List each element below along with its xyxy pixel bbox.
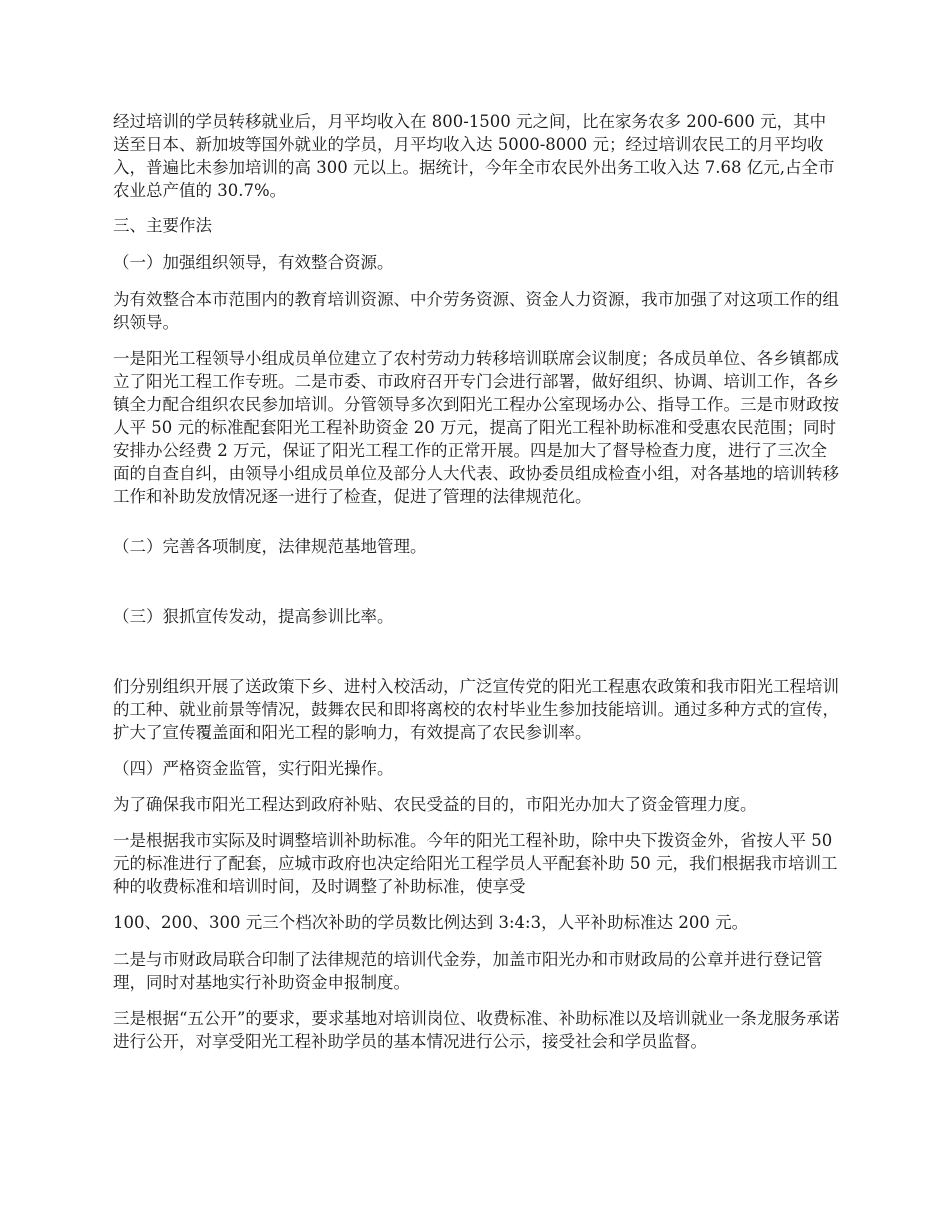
subheading-publicity: （三）狠抓宣传发动，提高参训比率。 (113, 607, 394, 626)
paragraph-vouchers: 二是与市财政局联合印制了法律规范的培训代金券，加盖市阳光办和市财政局的公章并进行登记管理，同时对基地实行补助资金申报制度。 (113, 950, 823, 992)
paragraph-subsidy-ratio: 100、200、300 元三个档次补助的学员数比例达到 3:4:3，人平补助标准达 200 元。 (113, 913, 749, 932)
subheading-fund-supervision: （四）严格资金监管，实行阳光操作。 (113, 759, 394, 778)
section-heading-main-methods: 三、主要作法 (113, 216, 212, 235)
paragraph-resource-integration: 为有效整合本市范围内的教育培训资源、中介劳务资源、资金人力资源，我市加强了对这项工作的组织领导。 (113, 290, 839, 332)
paragraph-fund-management: 为了确保我市阳光工程达到政府补贴、农民受益的目的，市阳光办加大了资金管理力度。 (113, 795, 757, 814)
paragraph-subsidy-standards: 一是根据我市实际及时调整培训补助标准。今年的阳光工程补助，除中央下拨资金外，省按人平 50 元的标准进行了配套，应城市政府也决定给阳光工程学员人平配套补助 50 元，我们根据我市培训工种的收费标准和培训时间，及时调整了补助标准，使享受 (113, 831, 838, 896)
paragraph-five-disclosures: 三是根据“五公开”的要求，要求基地对培训岗位、收费标准、补助标准以及培训就业一条龙服务承诺进行公开，对享受阳光工程补助学员的基本情况进行公示，接受社会和学员监督。 (113, 1009, 840, 1051)
subheading-base-management: （二）完善各项制度，法律规范基地管理。 (113, 537, 427, 556)
paragraph-leadership-measures: 一是阳光工程领导小组成员单位建立了农村劳动力转移培训联席会议制度；各成员单位、各乡镇都成立了阳光工程工作专班。二是市委、市政府召开专门会进行部署，做好组织、协调、培训工作，各乡镇全力配合组织农民参加培训。分管领导多次到阳光工程办公室现场办公、指导工作。三是市财政按人平 50 元的标准配套阳光工程补助资金 20 万元，提高了阳光工程补助标准和受惠农民范围；同时安排办公经费 2 万元，保证了阳光工程工作的正常开展。四是加大了督导检查力度，进行了三次全面的自查自纠，由领导小组成员单位及部分人大代表、政协委员组成检查小组，对各基地的培训转移工作和补助发放情况逐一进行了检查，促进了管理的法律规范化。 (113, 349, 839, 506)
paragraph-publicity-activities: 们分别组织开展了送政策下乡、进村入校活动，广泛宣传党的阳光工程惠农政策和我市阳光工程培训的工种、就业前景等情况，鼓舞农民和即将离校的农村毕业生参加技能培训。通过多种方式的宣传，扩大了宣传覆盖面和阳光工程的影响力，有效提高了农民参训率。 (113, 677, 839, 742)
subheading-organization-leadership: （一）加强组织领导，有效整合资源。 (113, 253, 394, 272)
paragraph-income-results: 经过培训的学员转移就业后，月平均收入在 800-1500 元之间，比在家务农多 200-600 元，其中送至日本、新加坡等国外就业的学员，月平均收入达 5000-8000 元；经过培训农民工的月平均收入，普遍比未参加培训的高 300 元以上。据统计，今年全市农民外出务工收入达 7.68 亿元,占全市农业总产值的 30.7%。 (113, 112, 835, 200)
